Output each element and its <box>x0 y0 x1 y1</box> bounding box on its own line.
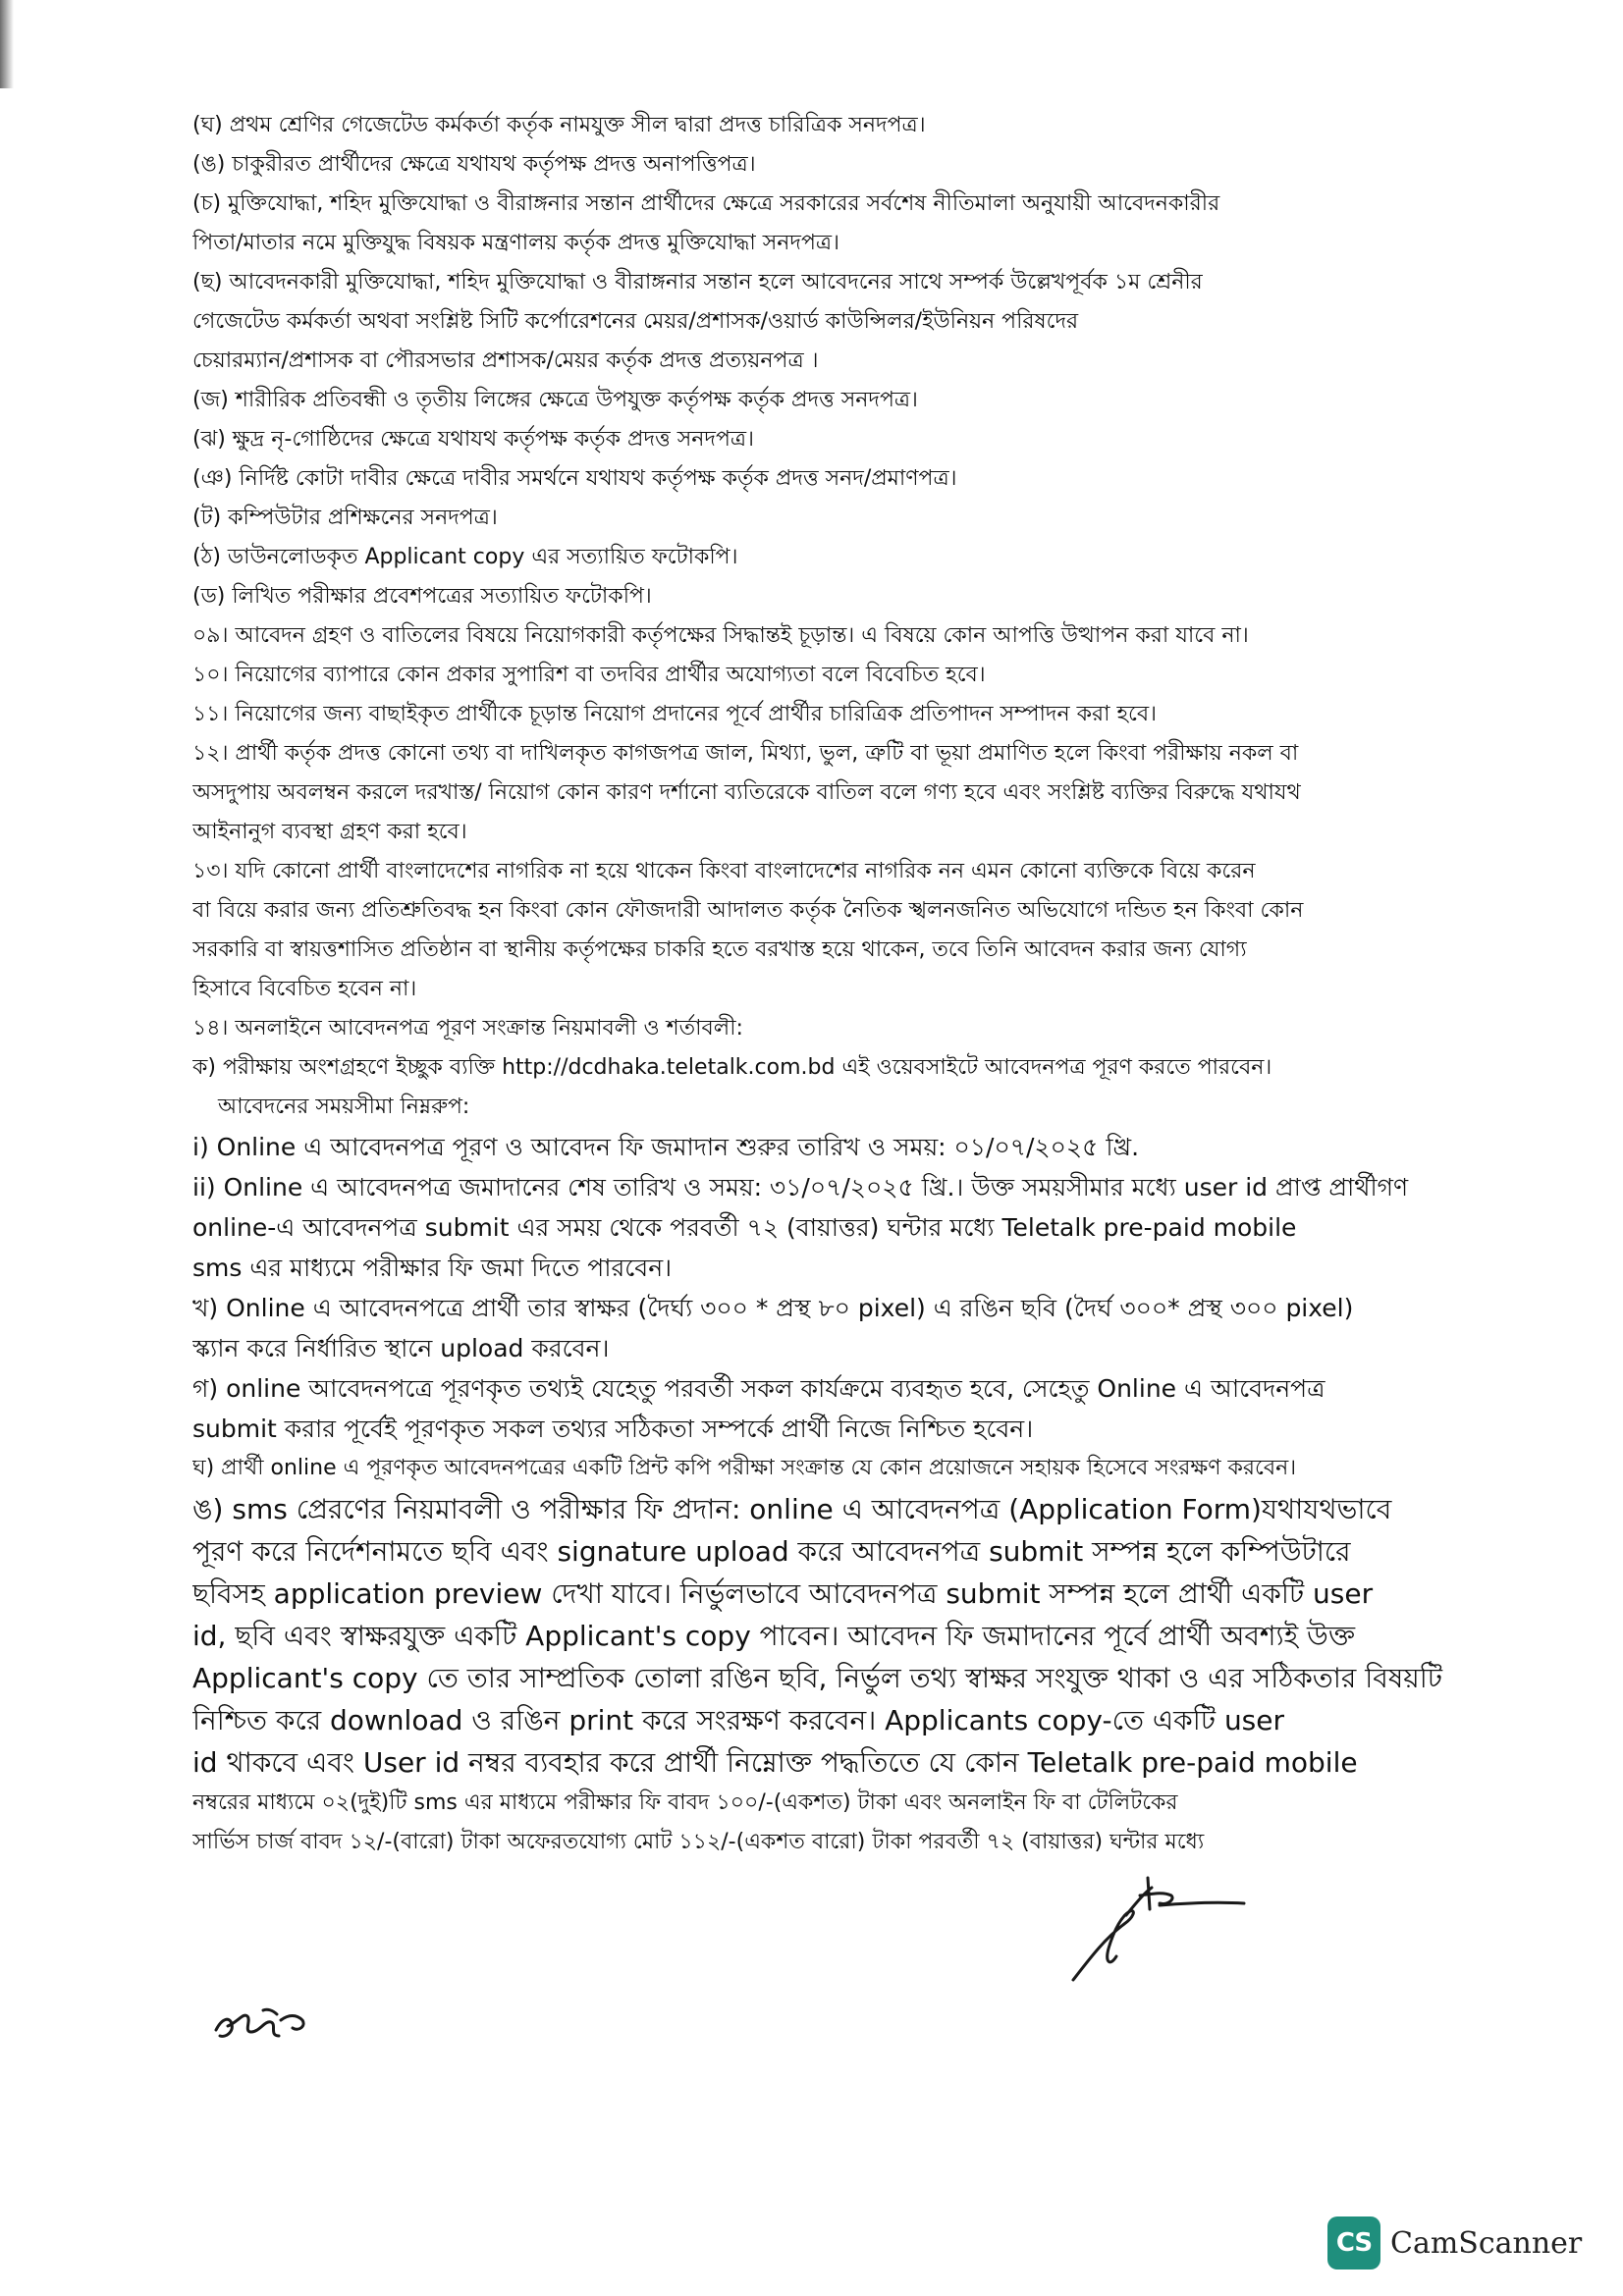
text-line: submit করার পূর্বেই পূরণকৃত সকল তথ্যর সঠিকতা সম্পর্কে প্রার্থী নিজে নিশ্চিত হবেন। <box>192 1415 1034 1443</box>
text-line: Applicant's copy তে তার সাম্প্রতিক তোলা রঙিন ছবি, নির্ভুল তথ্য স্বাক্ষর সংযুক্ত থাকা ও এর সঠিকতার বিষয়টি <box>192 1662 1443 1694</box>
text-line: স্ক্যান করে নির্ধারিত স্থানে upload করবেন। <box>192 1334 610 1362</box>
camscanner-brand: CamScanner <box>1390 2225 1583 2261</box>
text-line: ০৯। আবেদন গ্রহণ ও বাতিলের বিষয়ে নিয়োগকারী কর্তৃপক্ষের সিদ্ধান্তই চূড়ান্ত। এ বিষয়ে কোন আপত্তি উত্থাপন করা যাবে না। <box>192 623 1249 648</box>
text-line: সার্ভিস চার্জ বাবদ ১২/-(বারো) টাকা অফেরতযোগ্য মোট ১১২/-(একশত বারো) টাকা পরবর্তী ৭২ (বায়াত্তর) ঘন্টার মধ্যে <box>192 1830 1205 1854</box>
text-line: (চ) মুক্তিযোদ্ধা, শহিদ মুক্তিযোদ্ধা ও বীরাঙ্গনার সন্তান প্রার্থীদের ক্ষেত্রে সরকারের সর্বশেষ নীতিমালা অনুযায়ী আবেদনকারীর <box>192 191 1220 216</box>
text-line: ১৩। যদি কোনো প্রার্থী বাংলাদেশের নাগরিক না হয়ে থাকেন কিংবা বাংলাদেশের নাগরিক নন এমন কোনো ব্যক্তিকে বিয়ে করেন <box>192 859 1256 883</box>
text-line: (জ) শারীরিক প্রতিবন্ধী ও তৃতীয় লিঙ্গের ক্ষেত্রে উপযুক্ত কর্তৃপক্ষ কর্তৃক প্রদত্ত সনদপত্র। <box>192 388 918 412</box>
text-line: ১১। নিয়োগের জন্য বাছাইকৃত প্রার্থীকে চূড়ান্ত নিয়োগ প্রদানের পূর্বে প্রার্থীর চারিত্রিক প্রতিপাদন সম্পাদন করা হবে। <box>192 702 1157 726</box>
text-line: i) Online এ আবেদনপত্র পূরণ ও আবেদন ফি জমাদান শুরুর তারিখ ও সময়: ০১/০৭/২০২৫ খ্রি. <box>192 1133 1140 1161</box>
signature-main <box>1065 1870 1252 1988</box>
scan-page-edge <box>0 0 14 88</box>
text-line: নম্বরের মাধ্যমে ০২(দুই)টি sms এর মাধ্যমে পরীক্ষার ফি বাবদ ১০০/-(একশত) টাকা এবং অনলাইন ফি বা টেলিটকের <box>192 1790 1178 1815</box>
camscanner-watermark <box>1327 2216 1582 2270</box>
text-line: (ঙ) চাকুরীরত প্রার্থীদের ক্ষেত্রে যথাযথ কর্তৃপক্ষ প্রদত্ত অনাপত্তিপত্র। <box>192 152 756 177</box>
text-line: online-এ আবেদনপত্র submit এর সময় থেকে পরবর্তী ৭২ (বায়াত্তর) ঘন্টার মধ্যে Teletalk pre-paid mobile <box>192 1213 1297 1242</box>
text-line: গ) online আবেদনপত্রে পূরণকৃত তথ্যই যেহেতু পরবর্তী সকল কার্যক্রমে ব্যবহৃত হবে, সেহেতু Online এ আবেদনপত্র <box>192 1374 1325 1403</box>
text-line: ঙ) sms প্রেরণের নিয়মাবলী ও পরীক্ষার ফি প্রদান: online এ আবেদনপত্র (Application Form)যথাযথভাবে <box>192 1493 1392 1525</box>
text-line: (ঘ) প্রথম শ্রেণির গেজেটেড কর্মকর্তা কর্তৃক নামযুক্ত সীল দ্বারা প্রদত্ত চারিত্রিক সনদপত্র। <box>192 113 926 137</box>
text-line: (ড) লিখিত পরীক্ষার প্রবেশপত্রের সত্যায়িত ফটোকপি। <box>192 584 652 609</box>
text-line: পিতা/মাতার নমে মুক্তিযুদ্ধ বিষয়ক মন্ত্রণালয় কর্তৃক প্রদত্ত মুক্তিযোদ্ধা সনদপত্র। <box>192 231 839 255</box>
text-line: ১৪। অনলাইনে আবেদনপত্র পূরণ সংক্রান্ত নিয়মাবলী ও শর্তাবলী: <box>192 1016 743 1041</box>
text-line: অসদুপায় অবলম্বন করলে দরখাস্ত/ নিয়োগ কোন কারণ দর্শানো ব্যতিরেকে বাতিল বলে গণ্য হবে এবং সংশ্লিষ্ট ব্যক্তির বিরুদ্ধে যথাযথ <box>192 780 1301 805</box>
text-line: ১০। নিয়োগের ব্যাপারে কোন প্রকার সুপারিশ বা তদবির প্রার্থীর অযোগ্যতা বলে বিবেচিত হবে। <box>192 663 986 687</box>
text-line: ছবিসহ application preview দেখা যাবে। নির্ভুলভাবে আবেদনপত্র submit সম্পন্ন হলে প্রার্থী একটি user <box>192 1577 1374 1610</box>
text-line: (ঞ) নির্দিষ্ট কোটা দাবীর ক্ষেত্রে দাবীর সমর্থনে যথাযথ কর্তৃপক্ষ কর্তৃক প্রদত্ত সনদ/প্রমাণপত্র। <box>192 466 957 491</box>
text-line: আইনানুগ ব্যবস্থা গ্রহণ করা হবে। <box>192 820 467 844</box>
text-line: নিশ্চিত করে download ও রঙিন print করে সংরক্ষণ করবেন। Applicants copy-তে একটি user <box>192 1704 1285 1736</box>
text-line: খ) Online এ আবেদনপত্রে প্রার্থী তার স্বাক্ষর (দৈর্ঘ্য ৩০০ * প্রস্থ ৮০ pixel) এ রঙিন ছবি (দৈর্ঘ ৩০০* প্রস্থ ৩০০ pixel) <box>192 1294 1354 1322</box>
text-line: sms এর মাধ্যমে পরীক্ষার ফি জমা দিতে পারবেন। <box>192 1254 673 1282</box>
text-line: বা বিয়ে করার জন্য প্রতিশ্রুতিবদ্ধ হন কিংবা কোন ফৌজদারী আদালত কর্তৃক নৈতিক স্খলনজনিত অভিযোগে দন্ডিত হন কিংবা কোন <box>192 898 1304 923</box>
text-line: ii) Online এ আবেদনপত্র জমাদানের শেষ তারিখ ও সময়: ৩১/০৭/২০২৫ খ্রি.। উক্ত সময়সীমার মধ্যে user id প্রাপ্ত প্রার্থীগণ <box>192 1173 1409 1201</box>
text-line: আবেদনের সময়সীমা নিম্নরুপ: <box>218 1095 470 1119</box>
text-line: id, ছবি এবং স্বাক্ষরযুক্ত একটি Applicant's copy পাবেন। আবেদন ফি জমাদানের পূর্বে প্রার্থী অবশ্যই উক্ত <box>192 1620 1356 1652</box>
text-line: (ঝ) ক্ষুদ্র নৃ-গোষ্ঠিদের ক্ষেত্রে যথাযথ কর্তৃপক্ষ কর্তৃক প্রদত্ত সনদপত্র। <box>192 427 754 452</box>
text-line: পূরণ করে নির্দেশনামতে ছবি এবং signature upload করে আবেদনপত্র submit সম্পন্ন হলে কম্পিউটারে <box>192 1535 1351 1568</box>
text-line: হিসাবে বিবেচিত হবেন না। <box>192 977 417 1001</box>
text-line: ১২। প্রার্থী কর্তৃক প্রদত্ত কোনো তথ্য বা দাখিলকৃত কাগজপত্র জাল, মিথ্যা, ভুল, ত্রুটি বা ভূয়া প্রমাণিত হলে কিংবা পরীক্ষায় নকল বা <box>192 741 1299 766</box>
document-body <box>192 106 1498 1862</box>
text-line: গেজেটেড কর্মকর্তা অথবা সংশ্লিষ্ট সিটি কর্পোরেশনের মেয়র/প্রশাসক/ওয়ার্ড কাউন্সিলর/ইউনিয়ন পরিষদের <box>192 309 1079 334</box>
text-line: ক) পরীক্ষায় অংশগ্রহণে ইচ্ছুক ব্যক্তি http://dcdhaka.teletalk.com.bd এই ওয়েবসাইটে আবেদনপত্র পূরণ করতে পারবেন। <box>192 1055 1272 1080</box>
text-line: id থাকবে এবং User id নম্বর ব্যবহার করে প্রার্থী নিম্নোক্ত পদ্ধতিতে যে কোন Teletalk pre-paid mobile <box>192 1746 1358 1779</box>
text-line: (ঠ) ডাউনলোডকৃত Applicant copy এর সত্যায়িত ফটোকপি। <box>192 545 738 569</box>
text-line: সরকারি বা স্বায়ত্তশাসিত প্রতিষ্ঠান বা স্থানীয় কর্তৃপক্ষের চাকরি হতে বরখাস্ত হয়ে থাকেন, তবে তিনি আবেদন করার জন্য যোগ্য <box>192 937 1247 962</box>
signature-initials <box>208 1993 326 2052</box>
camscanner-logo: CS <box>1327 2216 1380 2269</box>
text-line: চেয়ারম্যান/প্রশাসক বা পৌরসভার প্রশাসক/মেয়র কর্তৃক প্রদত্ত প্রত্যয়নপত্র । <box>192 348 819 373</box>
text-line: (ছ) আবেদনকারী মুক্তিযোদ্ধা, শহিদ মুক্তিযোদ্ধা ও বীরাঙ্গনার সন্তান হলে আবেদনের সাথে সম্পর্ক উল্লেখপূর্বক ১ম শ্রেনীর <box>192 270 1203 294</box>
text-line: ঘ) প্রার্থী online এ পূরণকৃত আবেদনপত্রের একটি প্রিন্ট কপি পরীক্ষা সংক্রান্ত যে কোন প্রয়োজনে সহায়ক হিসেবে সংরক্ষণ করবেন। <box>192 1456 1297 1480</box>
text-line: (ট) কম্পিউটার প্রশিক্ষনের সনদপত্র। <box>192 506 498 530</box>
